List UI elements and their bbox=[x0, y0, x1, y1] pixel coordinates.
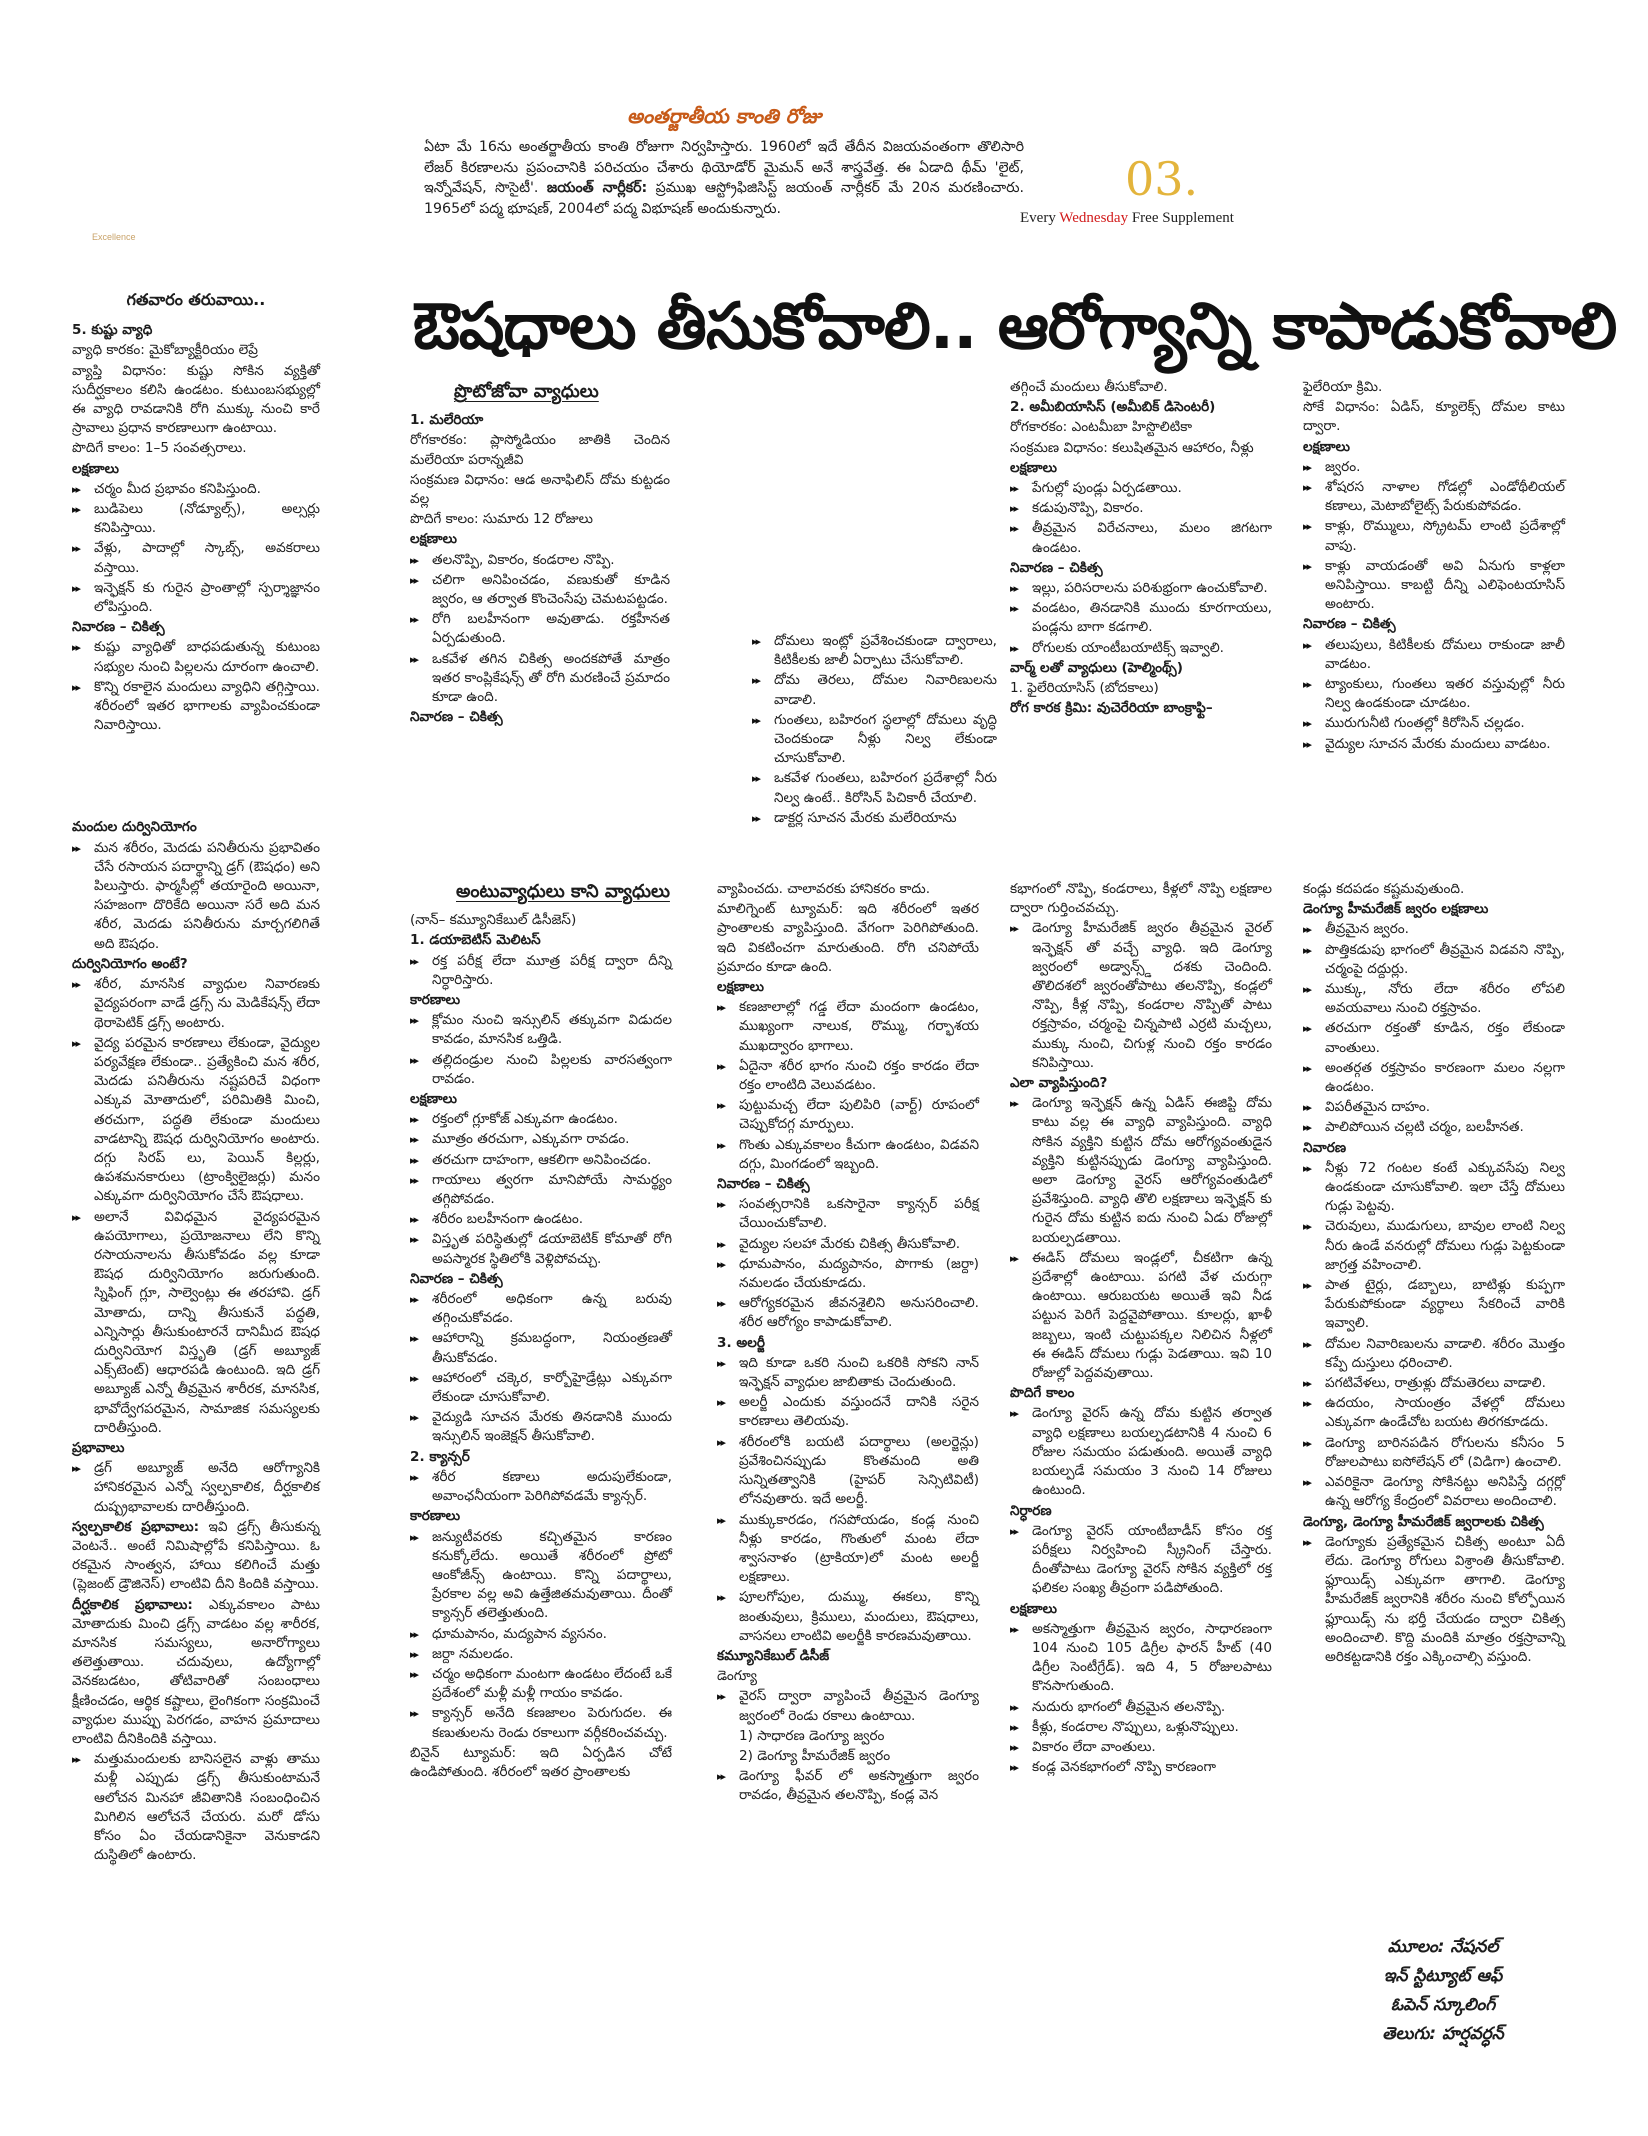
cancer-prevention-heading: నివారణ – చికిత్స bbox=[717, 1176, 810, 1193]
noncommunicable-sub: (నాన్– కమ్యూనికేబుల్ డిసీజెస్) bbox=[410, 912, 577, 929]
list-item: ▸▸ ఇల్లు, పరిసరాలను పరిశుభ్రంగా ఉంచుకోవాలి. bbox=[1010, 579, 1272, 598]
tiny-mark: Excellence bbox=[92, 232, 136, 242]
cancer-causes-heading: కారణాలు bbox=[410, 1508, 461, 1525]
notice-person-label: జయంత్ నార్లీకర్: bbox=[546, 180, 648, 196]
drug-misuse-heading: మందుల దుర్వినియోగం bbox=[72, 819, 197, 836]
noncommunicable-section bbox=[410, 880, 672, 1783]
list-item: ▸▸ కండ్ల వెనకభాగంలో నొప్పి కారణంగా bbox=[1010, 1758, 1272, 1777]
list-item: ▸▸ అకస్మాత్తుగా తీవ్రమైన జ్వరం, సాధారణంగా 104 నుంచి 105 డిగ్రీల ఫారన్ హీట్ (40 డిగ్రీల సెంటీగ్రేడ్). ఇది 4, 5 రోజులపాటు కొనసాగుతుంది. bbox=[1010, 1620, 1272, 1697]
credit-line-1: మూలం: నేషనల్ bbox=[1387, 1937, 1499, 1957]
list-item: ▸▸ మన శరీరం, మెదడు పనితీరును ప్రభావితం చేసే రసాయన పదార్థాన్ని డ్రగ్ (ఔషధం) అని పిలుస్తారు. ఫార్మసీల్లో తయారైంది అయినా, సహజంగా దొరికేది అయినా సరే అది మన శరీర, మెదడు పనితీరును మార్చగలిగితే అది ఔషధం. bbox=[72, 839, 320, 954]
dengue-section bbox=[1010, 880, 1272, 1778]
list-item: ▸▸ గొంతు ఎక్కువకాలం కీచుగా ఉండటం, విడవని దగ్గు, మింగడంలో ఇబ్బంది. bbox=[717, 1136, 979, 1174]
malaria-prevention-heading: నివారణ – చికిత్స bbox=[410, 709, 503, 726]
notice-body bbox=[424, 137, 1024, 219]
list-item: ▸▸ నీళ్లు 72 గంటల కంటే ఎక్కువసేపు నిల్వ ఉండకుండా చూసుకోవాలి. ఇలా చేస్తే దోమలు గుడ్లు పెట్టవు. bbox=[1303, 1159, 1565, 1217]
list-item: ▸▸ తరచుగా దాహంగా, ఆకలిగా అనిపించడం. bbox=[410, 1151, 672, 1170]
list-item: ▸▸ అలానే వివిధమైన వైద్యపరమైన ఉపయోగాలు, ప్రయోజనాలు లేని కొన్ని రసాయనాలను తీసుకోవడం వల్ల కూడా ఔషధ దుర్వినియోగం జరుగుతుంది. స్నిఫింగ్ గ్లూ, సాల్వెంట్లు ఈ తరహావి. డ్రగ్ మోతాదు, దాన్ని తీసుకునే పద్ధతి, ఎన్నిసార్లు తీసుకుంటారనే దానిమీద ఔషధ దుర్వినియోగ విస్తృతి (డ్రగ్ అబ్యూజ్ ఎక్స్‌టెంట్) ఆధారపడి ఉంటుంది. ఇది డ్రగ్ అబ్యూజ్ ఎన్నో తీవ్రమైన శారీరక, మానసిక, భావోద్వేగపరమైన, సామాజిక సమస్యలకు దారితీస్తుంది. bbox=[72, 1208, 320, 1438]
list-item: ▸▸ తలుపులు, కిటికీలకు దోమలు రాకుండా జాలీ వాడటం. bbox=[1303, 636, 1565, 674]
amoebiasis-prevention-heading: నివారణ – చికిత్స bbox=[1010, 559, 1103, 576]
list-item: ▸▸ వండటం, తినడానికి ముందు కూరగాయలు, పండ్లను బాగా కడగాలి. bbox=[1010, 599, 1272, 637]
filariasis-symptoms-heading: లక్షణాలు bbox=[1303, 438, 1350, 455]
dengue-type-2: 2) డెంగ్యూ హీమరేజిక్ జ్వరం bbox=[739, 1747, 891, 1764]
continued-title: గతవారం తరువాయి.. bbox=[126, 290, 266, 309]
list-item: ▸▸ తీవ్రమైన విరేచనాలు, మలం జిగటగా ఉండటం. bbox=[1010, 519, 1272, 557]
noncommunicable-title: అంటువ్యాధులు కాని వ్యాధులు bbox=[456, 881, 670, 902]
list-item: ▸▸ ఒకవేళ తగిన చికిత్స అందకపోతే మాత్రం ఇతర కాంప్లికేషన్స్ తో రోగి మరణించే ప్రమాదం కూడా ఉంది. bbox=[410, 650, 670, 708]
list-item: ▸▸ అంతర్గత రక్తస్రావం కారణంగా మలం నల్లగా ఉండటం. bbox=[1303, 1059, 1565, 1097]
list-item: ▸▸ విపరీతమైన దాహం. bbox=[1303, 1098, 1565, 1117]
list-item: ▸▸ క్లోమం నుంచి ఇన్సులిన్ తక్కువగా విడుదల కావడం, మానసిక ఒత్తిడి. bbox=[410, 1011, 672, 1049]
list-item: ▸▸ జర్దా నమలడం. bbox=[410, 1645, 672, 1664]
list-item: ▸▸ చర్మం అధికంగా మంటగా ఉండటం లేదంటే ఒకే ప్రదేశంలో మళ్లీ మళ్లీ గాయం కావడం. bbox=[410, 1665, 672, 1703]
list-item: ▸▸ బుడిపెలు (నోడ్యూల్స్), అల్సర్లు కనిపిస్తాయి. bbox=[72, 500, 320, 538]
cancer-allergy-section bbox=[717, 880, 979, 1807]
leprosy-prevention-heading: నివారణ – చికిత్స bbox=[72, 619, 165, 636]
list-item: ▸▸ ఇది కూడా ఒకరి నుంచి ఒకరికి సోకని నాన్ ఇన్ఫెక్షన్ వ్యాధుల జాబితాకు చెందుతుంది. bbox=[717, 1354, 979, 1392]
list-item: ▸▸ తలనొప్పి, వికారం, కండరాల నొప్పి. bbox=[410, 551, 670, 570]
list-item: ▸▸ కుష్టు వ్యాధితో బాధపడుతున్న కుటుంబ సభ్యుల నుంచి పిల్లలను దూరంగా ఉంచాలి. bbox=[72, 638, 320, 676]
dengue-pre: కభాగంలో నొప్పి, కండరాలు, కీళ్లలో నొప్పి లక్షణాల ద్వారా గుర్తించవచ్చు. bbox=[1010, 881, 1272, 917]
malaria-incubation: పొదిగే కాలం: సుమారు 12 రోజులు bbox=[410, 511, 594, 528]
dengue-diagnosis-heading: నిర్ధారణ bbox=[1010, 1502, 1052, 1519]
benign-tumor: బినైన్ ట్యూమర్: ఇది ఏర్పడిన చోటే ఉండిపోతుంది. శరీరంలో ఇతర ప్రాంతాలకు bbox=[410, 1744, 672, 1780]
leprosy-symptoms-heading: లక్షణాలు bbox=[72, 460, 119, 477]
list-item: ▸▸ ఉదయం, సాయంత్రం వేళల్లో దోమలు ఎక్కువగా ఉండేచోట బయట తిరగకూడదు. bbox=[1303, 1394, 1565, 1432]
column-1 bbox=[72, 290, 320, 1866]
list-item: ▸▸ గుంతలు, బహిరంగ స్థలాల్లో దోమలు వృద్ధి చెందకుండా నీళ్లు నిల్వ లేకుండా చూసుకోవాలి. bbox=[752, 711, 997, 769]
amoebiasis-cause: రోగకారకం: ఎంటమీబా హిస్టొలిటికా bbox=[1010, 419, 1193, 436]
list-item: ▸▸ ధూమపానం, మద్యపాన వ్యసనం. bbox=[410, 1625, 672, 1644]
list-item: ▸▸ పాత టైర్లు, డబ్బాలు, బాటిళ్లు కుప్పగా పేరుకుపోకుండా వ్యర్థాలు సేకరించే వారికి ఇవ్వాలి. bbox=[1303, 1276, 1565, 1334]
dhf-section bbox=[1303, 880, 1565, 1668]
diabetes-heading: 1. డయాబెటిస్ మెలిటస్ bbox=[410, 932, 541, 949]
list-item: ▸▸ ట్యాంకులు, గుంతలు ఇతర వస్తువుల్లో నీరు నిల్వ ఉండకుండా చూడటం. bbox=[1303, 675, 1565, 713]
diabetes-causes-heading: కారణాలు bbox=[410, 992, 461, 1009]
list-item: ▸▸ శరీర, మానసిక వ్యాధుల నివారణకు వైద్యపరంగా వాడే డ్రగ్స్ ను మెడికేషన్స్ లేదా థెరాపెటిక్ డ్రగ్స్ అంటారు. bbox=[72, 975, 320, 1033]
list-item: ▸▸ శరీరంలో అధికంగా ఉన్న బరువు తగ్గించుకోవడం. bbox=[410, 1290, 672, 1328]
cancer-symptoms-heading: లక్షణాలు bbox=[717, 979, 764, 996]
dengue-spread-heading: ఎలా వ్యాపిస్తుంది? bbox=[1010, 1075, 1108, 1092]
malaria-spread: సంక్రమణ విధానం: ఆడ అనాఫిలిస్ దోమ కుట్టడం వల్ల bbox=[410, 471, 670, 508]
list-item: ▸▸ కీళ్లు, కండరాల నొప్పులు, ఒళ్లునొప్పులు. bbox=[1010, 1718, 1272, 1737]
list-item: ▸▸ పొత్తికడుపు భాగంలో తీవ్రమైన విడవని నొప్పి, చర్మంపై దద్దుర్లు. bbox=[1303, 941, 1565, 979]
filariasis-spread: సోకే విధానం: ఏడిస్, క్యూలెక్స్ దోమల కాటు ద్వారా. bbox=[1303, 399, 1565, 435]
list-item: ▸▸ దోమ తెరలు, దోమల నివారిణులను వాడాలి. bbox=[752, 671, 997, 709]
list-item: ▸▸ పాలిపోయిన చల్లటి చర్మం, బలహీనత. bbox=[1303, 1118, 1565, 1137]
list-item: ▸▸ ఆహారాన్ని క్రమబద్ధంగా, నియంత్రణతో తీసుకోవడం. bbox=[410, 1329, 672, 1367]
list-item: ▸▸ మురుగునీటి గుంతల్లో కిరోసిన్ చల్లడం. bbox=[1303, 714, 1565, 733]
list-item: ▸▸ తరచుగా రక్తంతో కూడిన, రక్తం లేకుండా వాంతులు. bbox=[1303, 1019, 1565, 1057]
dengue-incubation-heading: పొదిగే కాలం bbox=[1010, 1385, 1075, 1402]
filariasis-pre: ఫైలేరియా క్రిమి. bbox=[1303, 379, 1383, 395]
page-number: 03. bbox=[1125, 152, 1199, 206]
list-item: ▸▸ వైద్యుడి సూచన మేరకు తినడానికి ముందు ఇన్సులిన్ ఇంజెక్షన్ తీసుకోవాలి. bbox=[410, 1408, 672, 1446]
tagline-pre: Every bbox=[1020, 210, 1060, 226]
dengue-type-1: 1) సాధారణ డెంగ్యూ జ్వరం bbox=[739, 1727, 885, 1744]
list-item: ▸▸ వైద్య పరమైన కారణాలు లేకుండా, వైద్యుల పర్యవేక్షణ లేకుండా.. ప్రత్యేకించి మన శరీర, మెదడు పనితీరును నష్టపరిచే విధంగా ఎక్కువ మోతాదులో, పరిమితికి మించి, తరచుగా, పద్ధతి లేకుండా మందులు వాడటాన్ని ఔషధ దుర్వినియోగం అంటారు. దగ్గు సిరప్ లు, పెయిన్ కిల్లర్లు, ఉపశమనకారులు (ట్రాంక్విలైజర్లు) మనం ఎక్కువగా దుర్వినియోగం చేసే ఔషధాలు. bbox=[72, 1034, 320, 1207]
credit-line-2: ఇన్ స్టిట్యూట్ ఆఫ్ bbox=[1383, 1966, 1503, 1986]
dhf-prevention-heading: నివారణ bbox=[1303, 1139, 1347, 1156]
notice-person-text: ప్రముఖ ఆస్ట్రోఫిజిసిస్ట్ జయంత్ నార్లీకర్ మే 20న మరణించారు. 1965లో పద్మ భూషణ్, 2004లో పద్మ విభూషణ్ అందుకున్నారు. bbox=[424, 180, 1025, 217]
malaria-symptoms-heading: లక్షణాలు bbox=[410, 531, 457, 548]
dhf-pre: కండ్లు కదపడం కష్టమవుతుంది. bbox=[1303, 881, 1465, 897]
dhf-symptoms-heading: డెంగ్యూ హీమరేజిక్ జ్వరం లక్షణాలు bbox=[1303, 901, 1489, 918]
list-item: ▸▸ కడుపునొప్పి, వికారం. bbox=[1010, 499, 1272, 518]
list-item: ▸▸ కాళ్లు వాయడంతో అవి ఏనుగు కాళ్లలా అనిపిస్తాయి. కాబట్టి దీన్ని ఎలిఫెంటయాసిస్ అంటారు. bbox=[1303, 557, 1565, 615]
list-item: ▸▸ వైద్యుల సలహా మేరకు చికిత్స తీసుకోవాలి. bbox=[717, 1235, 979, 1254]
malaria-prevention-list bbox=[752, 632, 997, 829]
filariasis-section bbox=[1303, 378, 1565, 755]
list-item: ▸▸ మత్తుమందులకు బానిసలైన వాళ్లు తాము మళ్లీ ఎప్పుడు డ్రగ్స్ తీసుకుంటామనే ఆలోచన మినహా జీవితానికి సంబంధించిన మిగిలిన ఆలోచనే చేయరు. మరో డోసు కోసం ఏం చేయడానికైనా వెనుకాడని దుస్థితిలో ఉంటారు. bbox=[72, 1750, 320, 1865]
allergy-heading: 3. అలర్జీ bbox=[717, 1334, 765, 1351]
tagline-post: Free Supplement bbox=[1128, 210, 1234, 226]
list-item: ▸▸ ఏదైనా శరీర భాగం నుంచి రక్తం కారడం లేదా రక్తం లాంటిది వెలువడటం. bbox=[717, 1057, 979, 1095]
list-item: ▸▸ వేళ్లు, పాదాల్లో స్కాబ్స్, అవకరాలు వస్తాయి. bbox=[72, 539, 320, 577]
list-item: ▸▸ రోగి బలహీనంగా అవుతాడు. రక్తహీనత ఏర్పడుతుంది. bbox=[410, 610, 670, 648]
list-item: ▸▸ శరీర కణాలు అదుపులేకుండా, అవాంఛనీయంగా పెరిగిపోవడమే క్యాన్సర్. bbox=[410, 1468, 672, 1506]
list-item: ▸▸ రక్తంలో గ్లూకోజ్ ఎక్కువగా ఉండటం. bbox=[410, 1110, 672, 1129]
protozoa-title: ప్రొటోజోవా వ్యాధులు bbox=[454, 381, 599, 402]
list-item: ▸▸ పూలగోపుల, దుమ్ము, ఈకలు, కొన్ని జంతువులు, క్రిములు, మందులు, ఔషధాలు, వాసనలు లాంటివి అలర్జీకి కారణమవుతాయి. bbox=[717, 1588, 979, 1646]
short-term-label: స్వల్పకాలిక ప్రభావాలు: bbox=[72, 1518, 200, 1535]
list-item: ▸▸ ఆహారంలో చక్కెర, కార్బోహైడ్రేట్లు ఎక్కువగా లేకుండా చూసుకోవాలి. bbox=[410, 1369, 672, 1407]
worms-heading: వార్మ్ లతో వ్యాధులు (హెల్మింథ్స్) bbox=[1010, 659, 1183, 676]
list-item: ▸▸ కణజాలాల్లో గడ్డ లేదా మందంగా ఉండటం, ముఖ్యంగా నాలుక, రొమ్ము, గర్భాశయ ముఖద్వారం భాగాలు. bbox=[717, 998, 979, 1056]
list-item: ▸▸ దోమల నివారిణులను వాడాలి. శరీరం మొత్తం కప్పే దుస్తులు ధరించాలి. bbox=[1303, 1335, 1565, 1373]
effects-heading: ప్రభావాలు bbox=[72, 1439, 125, 1456]
short-term-text: ఇవి డ్రగ్స్ తీసుకున్న వెంటనే.. అంటే నిమిషాల్లోపే కనిపిస్తాయి. ఓ రకమైన సాంత్వన, హాయి కలిగించే మత్తు (ప్లెజంట్ డ్రౌజినెస్) లాంటివి దీని కిందికి వస్తాయి. bbox=[72, 1518, 320, 1593]
list-item: ▸▸ చర్మం మీద ప్రభావం కనిపిస్తుంది. bbox=[72, 480, 320, 499]
main-headline: ఔషధాలు తీసుకోవాలి.. ఆరోగ్యాన్ని కాపాడుకోవాలి bbox=[413, 290, 1617, 364]
list-item: ▸▸ డెంగ్యూ ఇన్ఫెక్షన్ ఉన్న ఏడిస్ ఈజిప్టి దోమ కాటు వల్ల ఈ వ్యాధి వ్యాపిస్తుంది. వ్యాధి సోకిన వ్యక్తిని కుట్టిన దోమ ఆరోగ్యవంతుడైన వ్యక్తిని కుట్టినప్పుడు డెంగ్యూ వ్యాపిస్తుంది. అలా డెంగ్యూ వైరస్ ఆరోగ్యవంతుడిలో ప్రవేశిస్తుంది. వ్యాధి తొలి లక్షణాలు ఇన్ఫెక్షన్ కు గురైన దోమ కుట్టిన ఐదు నుంచి ఏడు రోజుల్లో బయల్పడతాయి. bbox=[1010, 1094, 1272, 1248]
list-item: ▸▸ వైరస్ ద్వారా వ్యాపించే తీవ్రమైన డెంగ్యూ జ్వరంలో రెండు రకాలు ఉంటాయి. bbox=[717, 1687, 979, 1725]
list-item: ▸▸ చలిగా అనిపించడం, వణుకుతో కూడిన జ్వరం, ఆ తర్వాత కొంచెంసేపు చెమటపట్టడం. bbox=[410, 571, 670, 609]
notice-text: ఏటా మే 16ను అంతర్జాతీయ కాంతి రోజుగా నిర్వహిస్తారు. 1960లో ఇదే తేదీన విజయవంతంగా తొలిసారి లేజర్ కిరణాలను ప్రపంచానికి పరిచయం చేశారు థియోడోర్ మైమన్ అనే శాస్త్రవేత్త. ఈ ఏడాది థీమ్ 'లైట్, ఇన్నోవేషన్, సొసైటీ'. bbox=[424, 139, 1024, 196]
credit-line-3: ఓపెన్ స్కూలింగ్ bbox=[1390, 1995, 1496, 2015]
list-item: ▸▸ డాక్టర్ల సూచన మేరకు మలేరియాను bbox=[752, 809, 997, 828]
list-item: ▸▸ కాళ్లు, రొమ్ములు, స్క్రోటమ్ లాంటి ప్రదేశాల్లో వాపు. bbox=[1303, 517, 1565, 555]
communicable-heading: కమ్యూనికేబుల్ డిసీజ్ bbox=[717, 1647, 830, 1664]
source-credit bbox=[1328, 1933, 1558, 2049]
list-item: ▸▸ ఇన్ఫెక్షన్ కు గురైన ప్రాంతాల్లో స్పర్శాజ్ఞానం లోపిస్తుంది. bbox=[72, 579, 320, 617]
list-item: ▸▸ డెంగ్యూ వైరస్ ఉన్న దోమ కుట్టిన తర్వాత వ్యాధి లక్షణాలు బయల్పడటానికి 4 నుంచి 6 రోజుల సమయం పడుతుంది. అయితే వ్యాధి బయల్పడే సమయం 3 నుంచి 14 రోజులు ఉంటుంది. bbox=[1010, 1404, 1272, 1500]
misuse-definition-heading: దుర్వినియోగం అంటే? bbox=[72, 955, 188, 972]
amoebiasis-section bbox=[1010, 378, 1272, 719]
list-item: ▸▸ వికారం లేదా వాంతులు. bbox=[1010, 1738, 1272, 1757]
leprosy-heading: 5. కుష్టు వ్యాధి bbox=[72, 322, 153, 339]
list-item: ▸▸ పేగుల్లో పుండ్లు ఏర్పడతాయి. bbox=[1010, 479, 1272, 498]
list-item: ▸▸ డ్రగ్ అబ్యూజ్ అనేది ఆరోగ్యానికి హానికరమైన ఎన్నో స్వల్పకాలిక, దీర్ఘకాలిక దుష్ప్రభావాలకు దారితీస్తుంది. bbox=[72, 1459, 320, 1517]
list-item: ▸▸ శోషరస నాళాల గోడల్లో ఎండోథీలియల్ కణాలు, మెటాబోలైట్స్ పేరుకుపోవడం. bbox=[1303, 478, 1565, 516]
notice-box bbox=[424, 104, 1024, 219]
list-item: ▸▸ ధూమపానం, మద్యపానం, పొగాకు (జర్దా) నమలడం చేయకూడదు. bbox=[717, 1255, 979, 1293]
dengue-symptoms-heading: లక్షణాలు bbox=[1010, 1600, 1057, 1617]
benign-continued: వ్యాపించదు. చాలావరకు హానికరం కాదు. bbox=[717, 881, 931, 897]
dhf-treatment-heading: డెంగ్యూ, డెంగ్యూ హీమరేజిక్ జ్వరాలకు చికిత్స bbox=[1303, 1513, 1544, 1530]
list-item: ▸▸ డెంగ్యూ బారినపడిన రోగులను కనీసం 5 రోజులపాటు ఐసోలేషన్ లో (విడిగా) ఉంచాలి. bbox=[1303, 1434, 1565, 1472]
amoebiasis-pre: తగ్గించే మందులు తీసుకోవాలి. bbox=[1010, 379, 1168, 395]
leprosy-spread: వ్యాప్తి విధానం: కుష్టు సోకిన వ్యక్తితో సుదీర్ఘకాలం కలిసి ఉండటం. కుటుంబసభ్యుల్లో ఈ వ్యాధి రావడానికి రోగి ముక్కు నుంచి కారే స్రావాలు ప్రధాన కారణాలుగా ఉంటాయి. bbox=[72, 362, 320, 437]
list-item: ▸▸ వైద్యుల సూచన మేరకు మందులు వాడటం. bbox=[1303, 735, 1565, 754]
list-item: ▸▸ సంవత్సరానికి ఒకసారైనా క్యాన్సర్ పరీక్ష చేయించుకోవాలి. bbox=[717, 1195, 979, 1233]
list-item: ▸▸ అలర్జీ ఎందుకు వస్తుందనే దానికి సరైన కారణాలు తెలియవు. bbox=[717, 1393, 979, 1431]
list-item: ▸▸ జ్వరం. bbox=[1303, 458, 1565, 477]
list-item: ▸▸ క్యాన్సర్ అనేది కణజాలం పెరుగుదల. ఈ కణుతులను రెండు రకాలుగా వర్గీకరించవచ్చు. bbox=[410, 1704, 672, 1742]
list-item: ▸▸ నుదురు భాగంలో తీవ్రమైన తలనొప్పి. bbox=[1010, 1698, 1272, 1717]
list-item: ▸▸ తల్లిదండ్రుల నుంచి పిల్లలకు వారసత్వంగా రావడం. bbox=[410, 1051, 672, 1089]
list-item: ▸▸ ఒకవేళ గుంతలు, బహిరంగ ప్రదేశాల్లో నీరు నిల్వ ఉంటే.. కిరోసిన్ పిచికారీ చేయాలి. bbox=[752, 769, 997, 807]
list-item: ▸▸ జన్యుటీవరకు కచ్చితమైన కారణం కనుక్కోలేదు. అయితే శరీరంలో ప్రోటో ఆంకోజీన్స్ ఉంటాయి. కొన్ని పదార్థాలు, ప్రేరకాల వల్ల అవి ఉత్తేజితమవుతాయి. దీంతో క్యాన్సర్ తలెత్తుతుంది. bbox=[410, 1528, 672, 1624]
leprosy-cause: వ్యాధి కారకం: మైకోబ్యాక్టీరియం లెప్రే bbox=[72, 342, 258, 359]
dengue-heading: డెంగ్యూ bbox=[717, 1668, 757, 1685]
cancer-heading: 2. క్యాన్సర్ bbox=[410, 1448, 470, 1465]
list-item: ▸▸ మూత్రం తరచుగా, ఎక్కువగా రావడం. bbox=[410, 1130, 672, 1149]
list-item: ▸▸ ముక్కుకారడం, గసపోయడం, కండ్ల నుంచి నీళ్లు కారడం, గొంతులో మంట లేదా శ్వాసనాళం (ట్రాకియా)లో మంట అలర్జీ లక్షణాలు. bbox=[717, 1511, 979, 1588]
malaria-heading: 1. మలేరియా bbox=[410, 412, 484, 429]
list-item: ▸▸ కొన్ని రకాలైన మందులు వ్యాధిని తగ్గిస్తాయి. శరీరంలో ఇతర భాగాలకు వ్యాపించకుండా నివారిస్తాయి. bbox=[72, 678, 320, 736]
filariasis-prevention-heading: నివారణ – చికిత్స bbox=[1303, 616, 1396, 633]
diabetes-symptoms-heading: లక్షణాలు bbox=[410, 1091, 457, 1108]
amoebiasis-symptoms-heading: లక్షణాలు bbox=[1010, 459, 1057, 476]
list-item: ▸▸ పగటివేళలు, రాత్రుళ్లు దోమతెరలు వాడాలి. bbox=[1303, 1374, 1565, 1393]
malaria-cause: రోగకారకం: ప్లాస్మోడియం జాతికి చెందిన మలేరియా పరాన్నజీవి bbox=[410, 432, 670, 468]
list-item: ▸▸ గాయాలు త్వరగా మానిపోయే సామర్థ్యం తగ్గిపోవడం. bbox=[410, 1171, 672, 1209]
long-term-label: దీర్ఘకాలిక ప్రభావాలు: bbox=[72, 1596, 193, 1613]
list-item: ▸▸ డెంగ్యూకు ప్రత్యేకమైన చికిత్స అంటూ ఏదీ లేదు. డెంగ్యూ రోగులు విశ్రాంతి తీసుకోవాలి. ఫ్లూయిడ్స్ ఎక్కువగా తాగాలి. డెంగ్యూ హీమరేజిక్ జ్వరానికి శరీరం నుంచి కోల్పోయిన ఫ్లూయిడ్స్ ను భర్తీ చేయడం ద్వారా చికిత్స అందించాలి. కొద్ది మందికి మాత్రం రక్తస్రావాన్ని అరికట్టడానికి రక్తం ఎక్కించాల్సి వస్తుంది. bbox=[1303, 1533, 1565, 1667]
credit-line-4: తెలుగు: హర్షవర్ధన్ bbox=[1382, 2024, 1504, 2044]
filariasis-cause: రోగ కారక క్రిమి: వుచెరేరియా బాంక్రాఫ్టి– bbox=[1010, 700, 1213, 717]
list-item: ▸▸ డెంగ్యూ ఫీవర్ లో అకస్మాత్తుగా జ్వరం రావడం, తీవ్రమైన తలనొప్పి, కండ్ల వెన bbox=[717, 1767, 979, 1805]
list-item: ▸▸ డెంగ్యూ వైరస్ యాంటీబాడీస్ కోసం రక్త పరీక్షలు నిర్వహించి స్క్రీనింగ్ చేస్తారు. దీంతోపాటు డెంగ్యూ వైరస్ సోకిన వ్యక్తిలో రక్త ఫలికల సంఖ్య తీవ్రంగా పడిపోతుంది. bbox=[1010, 1522, 1272, 1599]
list-item: ▸▸ పుట్టుమచ్చ లేదా పులిపిరి (వార్ట్) రూపంలో చెప్పుకోదగ్గ మార్పులు. bbox=[717, 1096, 979, 1134]
list-item: ▸▸ ఎవరికైనా డెంగ్యూ సోకినట్టు అనిపిస్తే దగ్గర్లో ఉన్న ఆరోగ్య కేంద్రంలో వివరాలు అందించాలి. bbox=[1303, 1473, 1565, 1511]
long-term-text: ఎక్కువకాలం పాటు మోతాదుకు మించి డ్రగ్స్ వాడటం వల్ల శారీరక, మానసిక సమస్యలు, అనారోగ్యాలు తలెత్తుతాయి. చదువులు, ఉద్యోగాల్లో వెనకబడటం, తోటివారితో సంబంధాలు క్షీణించడం, ఆర్థిక కష్టాలు, లైంగికంగా సంక్రమించే వ్యాధుల ముప్పు పెరగడం, వాహన ప్రమాదాలు లాంటివి దీనికిందికి వస్తాయి. bbox=[72, 1596, 320, 1748]
amoebiasis-spread: సంక్రమణ విధానం: కలుషితమైన ఆహారం, నీళ్లు bbox=[1010, 439, 1254, 456]
list-item: ▸▸ ఆరోగ్యకరమైన జీవనశైలిని అనుసరించాలి. శరీర ఆరోగ్యం కాపాడుకోవాలి. bbox=[717, 1294, 979, 1332]
notice-title: అంతర్జాతీయ కాంతి రోజు bbox=[626, 104, 822, 128]
list-item: ▸▸ రోగులకు యాంటీబయాటిక్స్ ఇవ్వాలి. bbox=[1010, 639, 1272, 658]
list-item: ▸▸ శరీరం బలహీనంగా ఉండటం. bbox=[410, 1210, 672, 1229]
list-item: ▸▸ ఈడిస్ దోమలు ఇండ్లలో, చీకటిగా ఉన్న ప్రదేశాల్లో ఉంటాయి. పగటి వేళ చురుగ్గా ఉంటాయి. ఆరుబయట అయితే ఇవి నీడ పట్టున పెరిగే పెద్దవైపోతాయి. కూలర్లు, ఖాళీ జబ్బలు, ఇంటి చుట్టుపక్కల నిలిచిన నీళ్లలో ఈ ఈడిస్ దోమలు గుడ్లు పెడతాయి. ఇవి 10 రోజుల్లో పెద్దవవుతాయి. bbox=[1010, 1249, 1272, 1383]
filariasis-heading: 1. ఫైలేరియాసిస్ (బోదకాలు) bbox=[1010, 680, 1159, 697]
tagline bbox=[1020, 210, 1234, 227]
leprosy-incubation: పొదిగే కాలం: 1–5 సంవత్సరాలు. bbox=[72, 440, 247, 457]
malignant-tumor: మాలిగ్నెంట్ ట్యూమర్: ఇది శరీరంలో ఇతర ప్రాంతాలకు వ్యాపిస్తుంది. వేగంగా పెరిగిపోతుంది. ఇది వికటించగా మారుతుంది. రోగి చనిపోయే ప్రమాదం కూడా ఉంది. bbox=[717, 901, 979, 975]
amoebiasis-heading: 2. అమీబియాసిస్ (అమీబిక్ డిసెంటరీ) bbox=[1010, 399, 1216, 416]
list-item: ▸▸ తీవ్రమైన జ్వరం. bbox=[1303, 920, 1565, 939]
list-item: ▸▸ విస్తృత పరిస్థితుల్లో డయాబెటిక్ కోమాతో రోగి అపస్మారక స్థితిలోకి వెళ్లిపోవచ్చు. bbox=[410, 1230, 672, 1268]
protozoa-section bbox=[410, 380, 750, 728]
tagline-day: Wednesday bbox=[1059, 210, 1129, 226]
list-item: ▸▸ దోమలు ఇంట్లో ప్రవేశించకుండా ద్వారాలు, కిటికీలకు జాలీ ఏర్పాటు చేసుకోవాలి. bbox=[752, 632, 997, 670]
list-item: ▸▸ శరీరంలోకి బయటి పదార్థాలు (అలర్జెన్లు) ప్రవేశించినప్పుడు కొంతమంది అతి సున్నితత్వానికి (హైపర్ సెన్సిటివిటీ) లోనవుతారు. ఇదే అలర్జీ. bbox=[717, 1433, 979, 1510]
list-item: ▸▸ రక్త పరీక్ష లేదా మూత్ర పరీక్ష ద్వారా దీన్ని నిర్ధారిస్తారు. bbox=[410, 952, 672, 990]
list-item: ▸▸ డెంగ్యూ హీమరేజిక్ జ్వరం తీవ్రమైన వైరల్ ఇన్ఫెక్షన్ తో వచ్చే వ్యాధి. ఇది డెంగ్యూ జ్వరంలో అడ్వాన్స్డ్ దశకు చెందింది. తొలిదశలో జ్వరంతోపాటు తలనొప్పి, కండ్లలో నొప్పి, కీళ్ల నొప్పి, కండరాల నొప్పితో పాటు రక్తస్రావం, చర్మంపై చిన్నపాటి ఎర్రటి మచ్చలు, ముక్కు నుంచి, చిగుళ్ల నుంచి రక్తం కారడం కనిపిస్తాయి. bbox=[1010, 919, 1272, 1073]
diabetes-prevention-heading: నివారణ – చికిత్స bbox=[410, 1270, 503, 1287]
list-item: ▸▸ చెరువులు, ముడుగులు, బావుల లాంటి నిల్వ నీరు ఉండే వనరుల్లో దోమలు గుడ్లు పెట్టకుండా జాగ్రత్త వహించాలి. bbox=[1303, 1217, 1565, 1275]
list-item: ▸▸ ముక్కు, నోరు లేదా శరీరం లోపలి అవయవాలు నుంచి రక్తస్రావం. bbox=[1303, 980, 1565, 1018]
